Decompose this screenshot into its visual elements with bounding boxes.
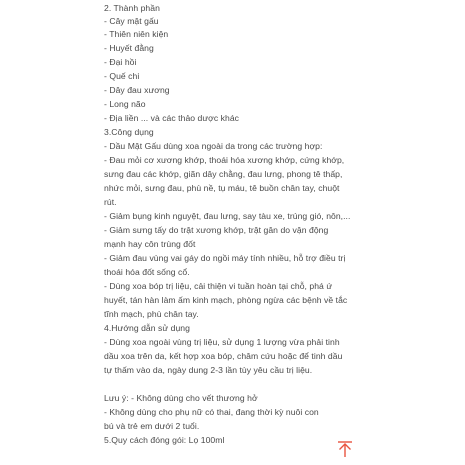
- uses-text: - Đau mỏi cơ xương khớp, thoái hóa xương khớp, cứng khớp,: [104, 155, 345, 165]
- back-to-top-button[interactable]: [336, 440, 354, 458]
- uses-text: - Giảm sưng tấy do trật xương khớp, trật gân do vận động: [104, 225, 329, 235]
- usage-text: - Dùng xoa ngoài vùng trị liệu, sử dụng 1 lượng vừa phải tinh: [104, 337, 340, 347]
- uses-text: - Dùng xoa bóp trị liệu, cải thiện vi tuần hoàn tại chỗ, phá ứ: [104, 281, 333, 291]
- ingredient-item: - Đại hồi: [104, 57, 137, 67]
- uses-text: - Giảm đau vùng vai gáy do ngồi máy tính nhiều, hỗ trợ điều trị: [104, 253, 346, 263]
- ingredient-item: - Dây đau xương: [104, 85, 170, 95]
- section-heading-packaging: 5.Quy cách đóng gói: Lọ 100ml: [104, 435, 225, 445]
- uses-text: tĩnh mạch, phù chân tay.: [104, 309, 199, 319]
- usage-text: tự thấm vào da, ngày dung 2-3 lần tùy yêu cầu trị liệu.: [104, 365, 313, 375]
- uses-text: rút.: [104, 197, 117, 207]
- note-text: Lưu ý: - Không dùng cho vết thương hở: [104, 393, 258, 403]
- section-heading-ingredients: 2. Thành phần: [104, 3, 160, 13]
- uses-text: sưng đau các khớp, giãn dây chằng, đau lưng, phong tê thấp,: [104, 169, 343, 179]
- ingredient-item: - Thiên niên kiện: [104, 29, 169, 39]
- uses-text: nhức mỏi, sưng đau, phù nề, tụ máu, tê buồn chân tay, chuột: [104, 183, 340, 193]
- section-heading-uses: 3.Công dụng: [104, 127, 154, 137]
- note-text: bú và trẻ em dưới 2 tuổi.: [104, 421, 200, 431]
- note-text: - Không dùng cho phụ nữ có thai, đang thời kỳ nuôi con: [104, 407, 319, 417]
- uses-text: thoái hóa đốt sống cổ.: [104, 267, 190, 277]
- ingredient-item: - Địa liền ... và các thảo dược khác: [104, 113, 239, 123]
- ingredient-item: - Huyết đằng: [104, 43, 154, 53]
- section-heading-usage: 4.Hướng dẫn sử dụng: [104, 323, 190, 333]
- ingredient-item: - Long não: [104, 99, 146, 109]
- uses-text: huyết, tán hàn làm ấm kinh mạch, phòng ngừa các bệnh về tắc: [104, 295, 348, 305]
- uses-text: - Giảm bụng kinh nguyệt, đau lưng, say tàu xe, trúng gió, nôn,...: [104, 211, 351, 221]
- uses-text: - Dầu Mật Gấu dùng xoa ngoài da trong các trường hợp:: [104, 141, 323, 151]
- usage-text: dầu xoa trên da, kết hợp xoa bóp, châm cứu hoặc để tinh dầu: [104, 351, 343, 361]
- ingredient-item: - Quế chi: [104, 71, 140, 81]
- ingredient-item: - Cây mật gấu: [104, 16, 159, 26]
- uses-text: mạnh hay côn trùng đốt: [104, 239, 196, 249]
- arrow-up-to-line-icon: [336, 440, 354, 458]
